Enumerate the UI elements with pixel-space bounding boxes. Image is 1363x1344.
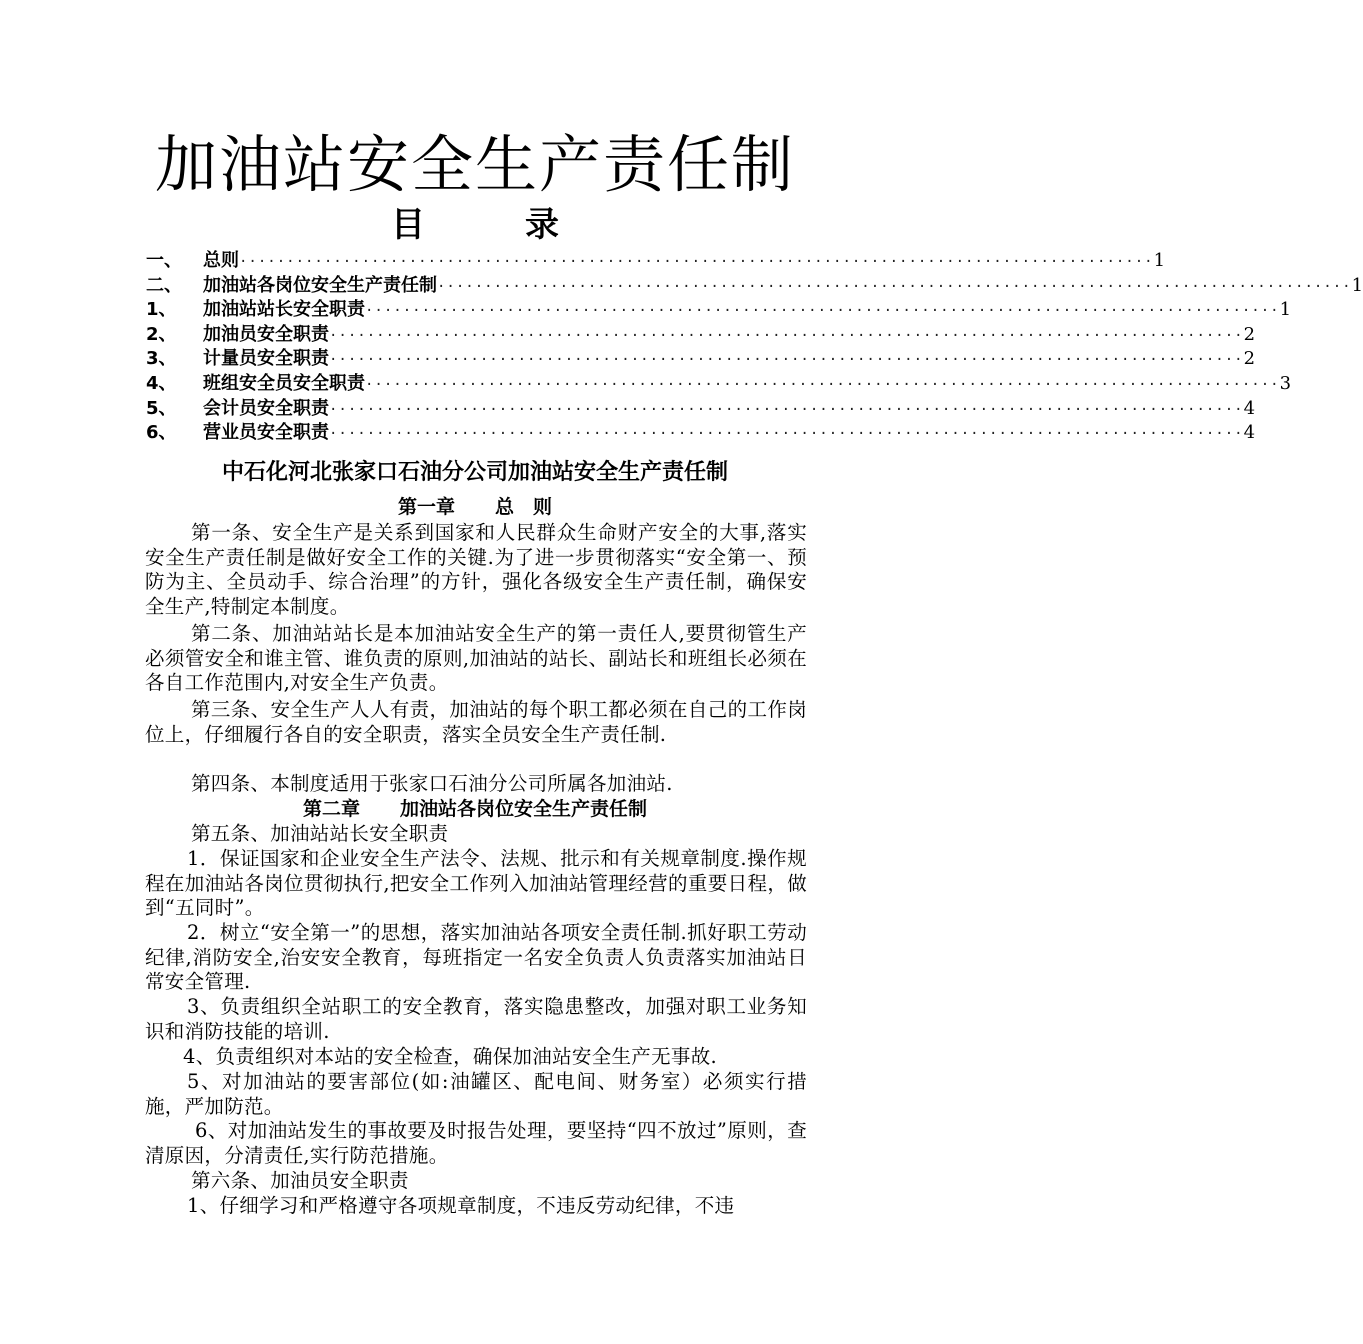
toc-entry xyxy=(146,347,1256,372)
table-of-contents xyxy=(146,249,1363,446)
toc-entry-page: 2 xyxy=(1243,348,1256,370)
toc-entry xyxy=(146,249,1166,274)
article-5-item-6: 6、对加油站发生的事故要及时报告处理，要坚持“四不放过”原则，查清原因，分清责任,实行防范措施。 xyxy=(145,1119,807,1167)
toc-entry-number: 二、 xyxy=(146,274,182,296)
toc-entry-page: 4 xyxy=(1243,397,1256,419)
toc-entry-number: 1、 xyxy=(146,299,177,321)
toc-heading-left: 目 xyxy=(391,205,425,245)
toc-entry xyxy=(146,421,1256,446)
toc-entry-number: 6、 xyxy=(146,422,177,444)
main-title: 加油站安全生产责任制 xyxy=(154,128,795,201)
toc-entry-number: 3、 xyxy=(146,348,177,370)
article-5-item-5: 5、对加油站的要害部位(如:油罐区、配电间、财务室）必须实行措施，严加防范。 xyxy=(145,1070,807,1118)
chapter-title: 加油站各岗位安全生产责任制 xyxy=(400,798,648,820)
document-title: 中石化河北张家口石油分公司加油站安全生产责任制 xyxy=(221,460,728,485)
article-5-item-1: 1．保证国家和企业安全生产法令、法规、批示和有关规章制度.操作规程在加油站各岗位贯彻执行,把安全工作列入加油站管理经营的重要日程，做到“五同时”。 xyxy=(145,847,807,920)
toc-entry-number: 4、 xyxy=(146,372,177,394)
toc-entry-title: 计量员安全职责 xyxy=(203,348,329,370)
toc-entry-page: 2 xyxy=(1243,323,1256,345)
chapter-number: 第一章 xyxy=(397,496,455,518)
toc-leader-dots: ································································································· xyxy=(329,352,1244,369)
article-1: 第一条、安全生产是关系到国家和人民群众生命财产安全的大事,落实安全生产责任制是做好安全工作的关键.为了进一步贯彻落实“安全第一、预防为主、全员动手、综合治理”的方针，强化各级安全生产责任制，确保安全生产,特制定本制度。 xyxy=(145,521,807,618)
toc-entry-title: 加油员安全职责 xyxy=(203,323,329,345)
toc-leader-dots: ································································································· xyxy=(365,376,1280,393)
chapter-heading-2 xyxy=(0,796,950,822)
article-5-heading: 第五条、加油站站长安全职责 xyxy=(191,822,449,845)
toc-entry-page: 1 xyxy=(1351,274,1363,296)
toc-leader-dots: ································································································· xyxy=(437,278,1352,295)
toc-entry xyxy=(146,397,1256,422)
article-5-item-2: 2．树立“安全第一”的思想，落实加油站各项安全责任制.抓好职工劳动纪律,消防安全,治安安全教育，每班指定一名安全负责人负责落实加油站日常安全管理. xyxy=(145,921,807,994)
article-3: 第三条、安全生产人人有责，加油站的每个职工都必须在自己的工作岗位上，仔细履行各自的安全职责，落实全员安全生产责任制. xyxy=(145,698,807,746)
toc-leader-dots: ································································································· xyxy=(329,327,1244,344)
article-6-item-1: 1、仔细学习和严格遵守各项规章制度，不违反劳动纪律，不违 xyxy=(187,1194,735,1217)
toc-entry-page: 3 xyxy=(1279,372,1292,394)
article-2: 第二条、加油站站长是本加油站安全生产的第一责任人,要贯彻管生产必须管安全和谁主管、谁负责的原则,加油站的站长、副站长和班组长必须在各自工作范围内,对安全生产负责。 xyxy=(145,622,807,695)
toc-entry-title: 加油站各岗位安全生产责任制 xyxy=(203,274,437,296)
toc-leader-dots: ································································································· xyxy=(239,254,1154,270)
toc-entry xyxy=(146,274,1363,299)
toc-entry-number: 2、 xyxy=(146,323,177,345)
toc-entry-title: 班组安全员安全职责 xyxy=(203,372,365,394)
article-5-item-4: 4、负责组织对本站的安全检查，确保加油站安全生产无事故. xyxy=(183,1045,718,1068)
article-4: 第四条、本制度适用于张家口石油分公司所属各加油站. xyxy=(191,772,673,795)
toc-entry-page: 4 xyxy=(1243,422,1256,444)
toc-entry-number: 一、 xyxy=(146,250,182,271)
toc-entry xyxy=(146,372,1292,397)
toc-entry-title: 营业员安全职责 xyxy=(203,422,329,444)
toc-leader-dots: ································································································· xyxy=(365,303,1280,320)
toc-entry-title: 加油站站长安全职责 xyxy=(203,299,365,321)
toc-leader-dots: ································································································· xyxy=(329,401,1244,418)
chapter-title: 总 则 xyxy=(495,496,553,518)
chapter-heading-1 xyxy=(0,494,950,520)
toc-leader-dots: ································································································· xyxy=(329,426,1244,443)
toc-heading-right: 录 xyxy=(525,205,559,245)
toc-entry-number: 5、 xyxy=(146,397,177,419)
toc-entry-page: 1 xyxy=(1279,299,1292,321)
article-5-item-3: 3、负责组织全站职工的安全教育，落实隐患整改，加强对职工业务知识和消防技能的培训. xyxy=(145,995,807,1043)
toc-heading xyxy=(0,204,950,246)
toc-entry-page: 1 xyxy=(1153,250,1166,271)
toc-entry xyxy=(146,323,1256,348)
toc-entry-title: 总则 xyxy=(203,250,239,271)
toc-entry-title: 会计员安全职责 xyxy=(203,397,329,419)
toc-entry xyxy=(146,298,1292,323)
article-6-heading: 第六条、加油员安全职责 xyxy=(191,1169,409,1192)
chapter-number: 第二章 xyxy=(302,798,360,820)
